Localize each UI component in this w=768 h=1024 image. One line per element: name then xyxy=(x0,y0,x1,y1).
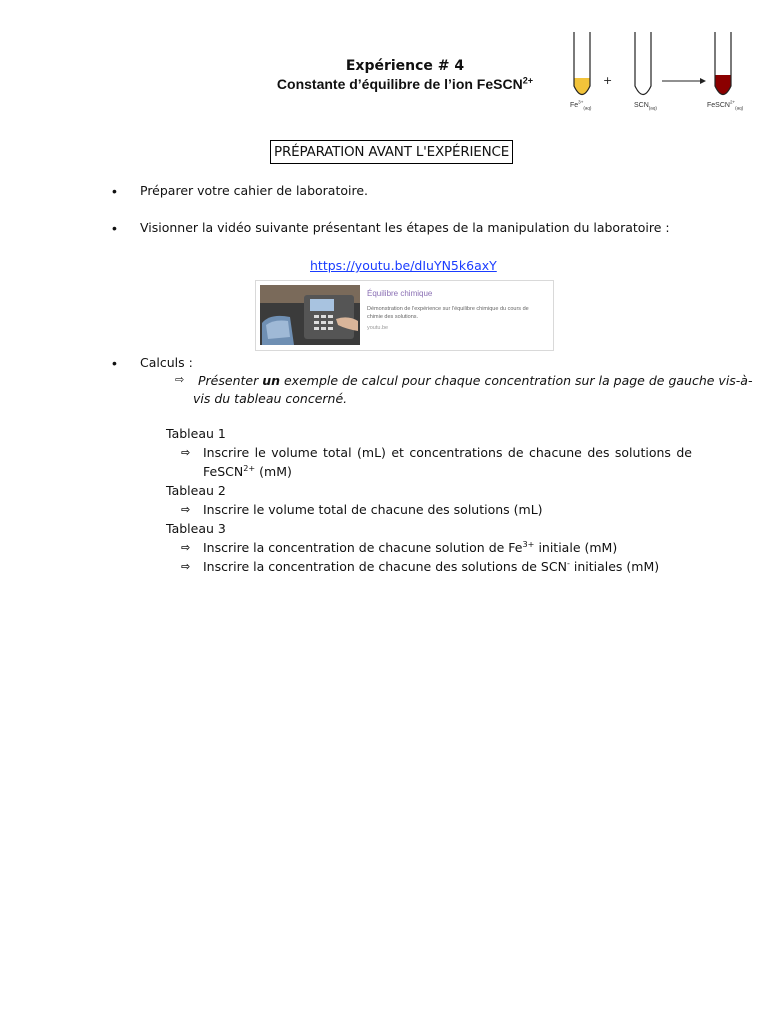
plus-sign: + xyxy=(603,74,613,87)
bullet-dot: • xyxy=(112,183,117,199)
title-block xyxy=(250,57,560,93)
reaction-arrow-head xyxy=(700,78,706,84)
bullet-watch-video: Visionner la vidéo suivante présentant les étapes de la manipulation du laboratoire : xyxy=(140,220,670,235)
tableau-1-item-line2: FeSCN$^{2+}$ (mM) xyxy=(203,462,292,479)
tube-fe-liquid xyxy=(574,78,590,95)
bullet-dot: • xyxy=(112,220,117,236)
video-preview-card[interactable] xyxy=(255,280,554,351)
tableau-3-item-scn: Inscrire la concentration de chacune des solutions de SCN- initiales (mM) xyxy=(203,557,660,574)
section-title: PRÉPARATION AVANT L'EXPÉRIENCE xyxy=(270,140,513,164)
arrow-icon: ⇨ xyxy=(175,374,185,386)
tableau-1-item-line1: Inscrire le volume total (mL) et concentrations de chacune des solutions de xyxy=(203,445,692,460)
test-tubes-illustration xyxy=(560,28,760,111)
label-fe: $Fe^{3+}_{(aq)}$ xyxy=(570,99,592,111)
video-link[interactable]: https://youtu.be/dIuYN5k6axY xyxy=(310,258,497,273)
video-card-domain: youtu.be xyxy=(367,325,389,331)
bullet-prepare-notebook: Préparer votre cahier de laboratoire. xyxy=(140,183,369,198)
arrow-icon: ⇨ xyxy=(181,447,191,459)
arrow-icon: ⇨ xyxy=(181,542,191,554)
reaction-figure xyxy=(560,28,760,123)
bullet-dot: • xyxy=(112,355,117,371)
calculs-instruction-line1: Présenter un exemple de calcul pour chaque concentration sur la page de gauche vis-à- xyxy=(198,373,753,388)
page-subtitle: Constante d’équilibre de l’ion FeSCN$^{2+}$ xyxy=(276,75,534,92)
tube-product-liquid xyxy=(715,75,731,95)
tableau-2-heading: Tableau 2 xyxy=(166,483,226,498)
tube-scn xyxy=(635,32,651,95)
label-product: FeSCN$^{2+}_{(aq)}$ xyxy=(707,99,744,111)
bullet-calculs: Calculs : xyxy=(140,355,193,370)
tableau-2-item: Inscrire le volume total de chacune des solutions (mL) xyxy=(203,502,543,517)
arrow-icon: ⇨ xyxy=(181,504,191,516)
label-scn: $SCN_{(aq)}$ xyxy=(634,102,657,111)
tableau-1-heading: Tableau 1 xyxy=(166,426,226,441)
video-card-description: Démonstration de l'expérience sur l'équilibre chimique du cours de chimie des solutions. xyxy=(367,306,529,320)
page-title: Expérience # 4 xyxy=(345,58,465,74)
video-card-title: Équilibre chimique xyxy=(367,289,433,298)
tableau-3-heading: Tableau 3 xyxy=(166,521,226,536)
calculs-instruction-line2: vis du tableau concerné. xyxy=(193,391,348,406)
tableau-3-item-fe: Inscrire la concentration de chacune solution de $Fe^{3+}$ initiale (mM) xyxy=(203,538,618,555)
arrow-icon: ⇨ xyxy=(181,561,191,573)
video-thumbnail-image xyxy=(260,285,360,345)
